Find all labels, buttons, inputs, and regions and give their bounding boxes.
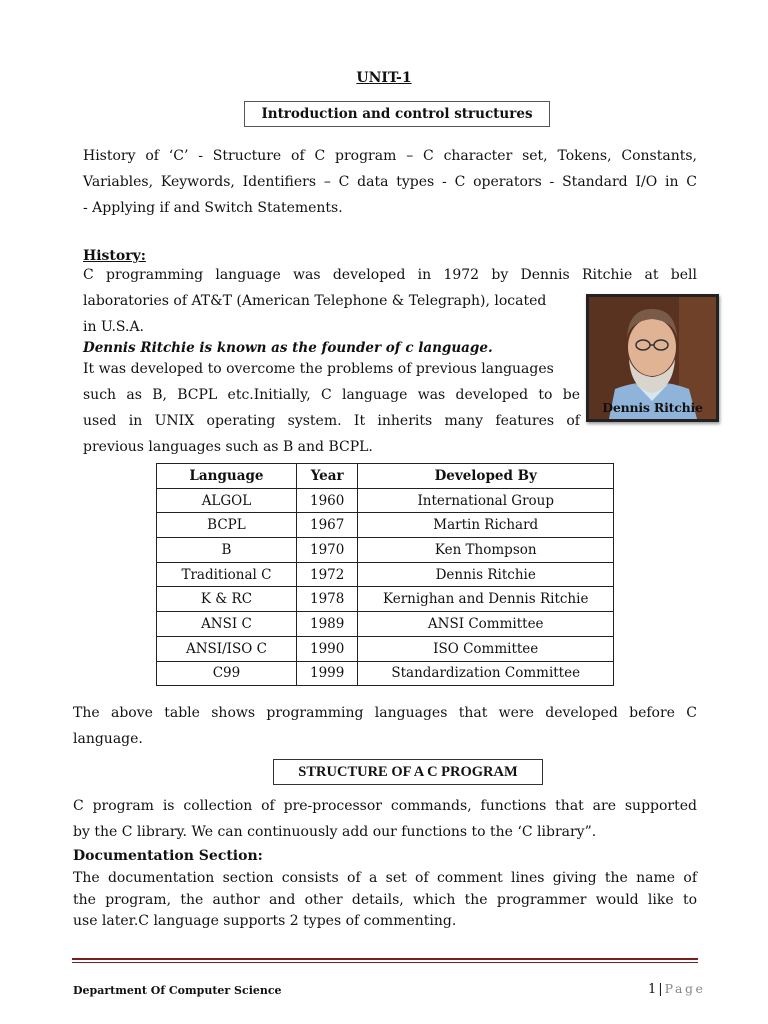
footer-page-indicator	[648, 981, 705, 997]
table-cell: Ken Thompson	[358, 538, 614, 563]
section-title: Introduction and control structures	[261, 106, 533, 122]
table-cell: International Group	[358, 488, 614, 513]
paragraph-line: language.	[73, 731, 143, 747]
table-cell: 1989	[296, 612, 358, 637]
history-line: C programming language was developed in 1972 by Dennis Ritchie at bell	[83, 267, 697, 283]
table-header-language: Language	[157, 464, 297, 489]
table-cell: ANSI Committee	[358, 612, 614, 637]
table-cell: K & RC	[157, 587, 297, 612]
history-line: such as B, BCPL etc.Initially, C language was developed to be	[83, 387, 580, 403]
portrait-photo	[586, 294, 719, 422]
history-line: used in UNIX operating system. It inherits many features of	[83, 413, 580, 429]
table-cell: C99	[157, 661, 297, 686]
history-line: in U.S.A.	[83, 319, 145, 335]
table-cell: ALGOL	[157, 488, 297, 513]
topics-paragraph	[83, 143, 697, 221]
table-cell: ANSI/ISO C	[157, 636, 297, 661]
language-history-table	[156, 463, 614, 686]
footer-rule	[72, 958, 698, 960]
table-cell: 1978	[296, 587, 358, 612]
table-cell: B	[157, 538, 297, 563]
footer-department: Department Of Computer Science	[73, 984, 282, 997]
table-row	[157, 636, 614, 661]
table-row	[157, 488, 614, 513]
paragraph-line: The documentation section consists of a set of comment lines giving the name of	[73, 870, 697, 886]
table-cell: ANSI C	[157, 612, 297, 637]
table-description-paragraph	[73, 700, 697, 752]
paragraph-line: use later.C language supports 2 types of commenting.	[73, 913, 457, 929]
page-separator: |	[658, 982, 663, 997]
table-cell: Kernighan and Dennis Ritchie	[358, 587, 614, 612]
table-row	[157, 612, 614, 637]
table-cell: Dennis Ritchie	[358, 562, 614, 587]
topics-line: - Applying if and Switch Statements.	[83, 200, 343, 216]
paragraph-line: C program is collection of pre-processor commands, functions that are supported	[73, 798, 697, 814]
table-header-developed-by: Developed By	[358, 464, 614, 489]
structure-paragraph	[73, 793, 697, 845]
portrait-caption: Dennis Ritchie	[602, 400, 703, 415]
table-cell: 1960	[296, 488, 358, 513]
table-header-year: Year	[296, 464, 358, 489]
table-cell: 1990	[296, 636, 358, 661]
topics-line: History of ‘C’ - Structure of C program – C character set, Tokens, Constants,	[83, 148, 697, 164]
table-row	[157, 562, 614, 587]
history-line: previous languages such as B and BCPL.	[83, 439, 373, 455]
table-row	[157, 587, 614, 612]
table-row	[157, 538, 614, 563]
founder-statement: Dennis Ritchie is known as the founder of c language.	[83, 340, 493, 356]
page-number: 1	[648, 982, 657, 997]
footer-rule-thin	[72, 962, 698, 963]
unit-title: UNIT-1	[356, 70, 412, 86]
table-cell: Martin Richard	[358, 513, 614, 538]
table-cell: 1999	[296, 661, 358, 686]
paragraph-line: The above table shows programming languages that were developed before C	[73, 705, 697, 721]
table-cell: 1972	[296, 562, 358, 587]
table-cell: ISO Committee	[358, 636, 614, 661]
table-cell: Standardization Committee	[358, 661, 614, 686]
documentation-paragraph	[73, 868, 697, 933]
table-cell: Traditional C	[157, 562, 297, 587]
table-header-row	[157, 464, 614, 489]
paragraph-line: by the C library. We can continuously add our functions to the ‘C library”.	[73, 824, 597, 840]
table-cell: 1967	[296, 513, 358, 538]
table-cell: 1970	[296, 538, 358, 563]
section-title-box	[244, 101, 550, 127]
history-line: It was developed to overcome the problems of previous languages	[83, 361, 554, 377]
page-label: Page	[664, 981, 706, 996]
history-heading: History:	[83, 248, 146, 264]
documentation-heading: Documentation Section:	[73, 848, 263, 864]
table-row	[157, 661, 614, 686]
structure-heading: STRUCTURE OF A C PROGRAM	[298, 763, 518, 780]
paragraph-line: the program, the author and other details, which the programmer would like to	[73, 891, 697, 908]
history-line: laboratories of AT&T (American Telephone & Telegraph), located	[83, 293, 547, 309]
structure-heading-box	[273, 759, 543, 785]
table-cell: BCPL	[157, 513, 297, 538]
table-row	[157, 513, 614, 538]
topics-line: Variables, Keywords, Identifiers – C data types - C operators - Standard I/O in C	[83, 174, 697, 190]
